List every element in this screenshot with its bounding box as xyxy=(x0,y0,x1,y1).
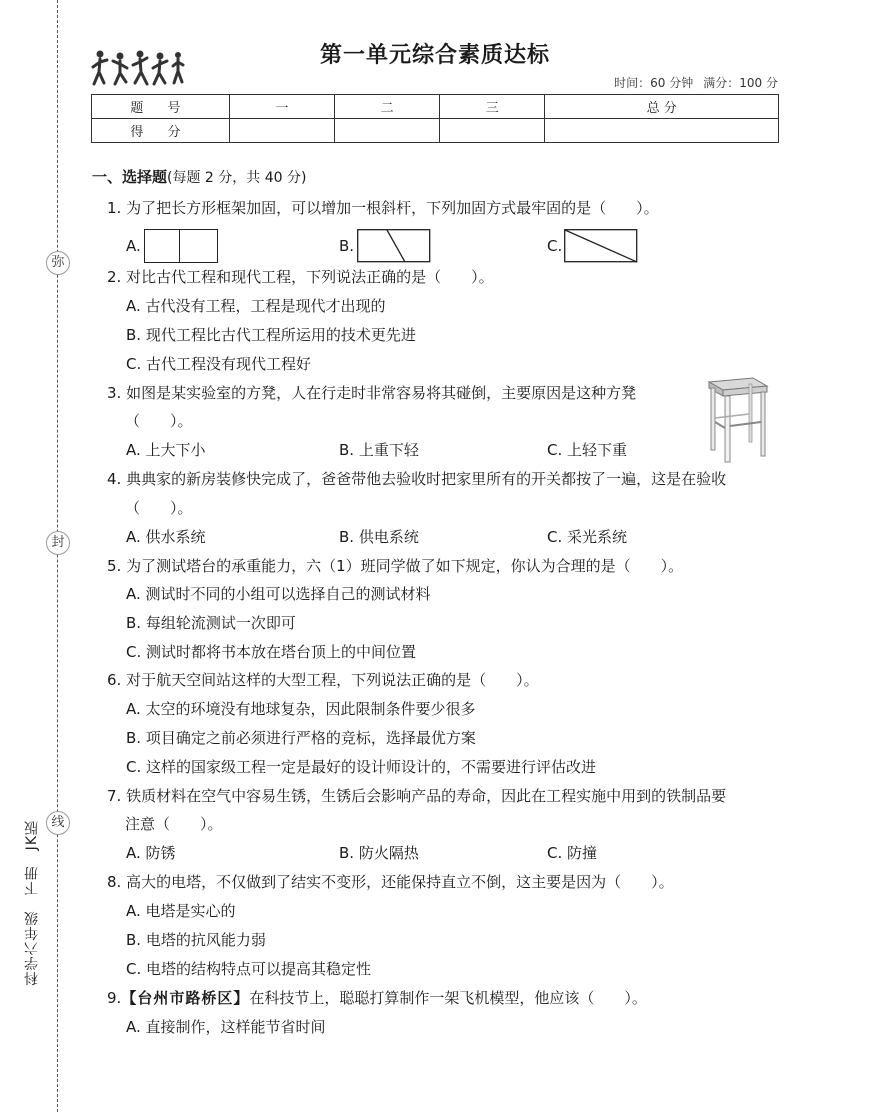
lab-stool-icon xyxy=(703,374,769,464)
q3-option-b[interactable]: B. 上重下轻 xyxy=(339,441,419,459)
q2-option-b[interactable]: B. 现代工程比古代工程所运用的技术更先进 xyxy=(126,326,416,344)
question-9-stem: 在科技节上，聪聪打算制作一架飞机模型，他应该（ ）。 xyxy=(249,989,647,1007)
full-score: 满分：100 分 xyxy=(703,76,778,90)
q1-option-b[interactable]: B. xyxy=(339,237,355,255)
question-8-stem: 8. 高大的电塔，不仅做到了结实不变形，还能保持直立不倒，这主要是因为（ ）。 xyxy=(107,873,674,891)
question-7-stem-cont: 注意（ ）。 xyxy=(125,815,223,833)
side-label: 科学六年级 下册 JK版 xyxy=(24,820,40,986)
question-9-number: 9. xyxy=(107,989,122,1007)
binding-mark-xian: 线 xyxy=(46,811,70,835)
question-9-stem-line xyxy=(107,987,647,1008)
q7-option-a[interactable]: A. 防锈 xyxy=(126,844,176,862)
score-cell[interactable] xyxy=(230,119,335,143)
q4-option-b[interactable]: B. 供电系统 xyxy=(339,528,419,546)
q4-option-c[interactable]: C. 采光系统 xyxy=(547,528,628,546)
score-table-header-row xyxy=(92,95,779,119)
question-2-stem: 2. 对比古代工程和现代工程，下列说法正确的是（ ）。 xyxy=(107,268,494,286)
question-6-stem: 6. 对于航天空间站这样的大型工程，下列说法正确的是（ ）。 xyxy=(107,671,539,689)
section-title: 一、选择题 xyxy=(92,168,168,186)
q7-option-c[interactable]: C. 防撞 xyxy=(547,844,598,862)
score-cell[interactable] xyxy=(440,119,545,143)
q1-rect-c-full-diagonal-icon xyxy=(564,229,638,263)
q9-option-a[interactable]: A. 直接制作，这样能节省时间 xyxy=(126,1018,326,1036)
question-4-stem: 4. 典典家的新房装修快完成了，爸爸带他去验收时把家里所有的开关都按了一遍，这是在验收 xyxy=(107,470,727,488)
score-header-cell: 三 xyxy=(440,95,545,119)
section-heading xyxy=(92,166,306,187)
time-limit: 时间：60 分钟 xyxy=(614,76,694,90)
page-title: 第一单元综合素质达标 xyxy=(319,43,550,68)
q4-option-a[interactable]: A. 供水系统 xyxy=(126,528,206,546)
q3-option-c[interactable]: C. 上轻下重 xyxy=(547,441,628,459)
q3-option-a[interactable]: A. 上大下小 xyxy=(126,441,206,459)
q6-option-a[interactable]: A. 太空的环境没有地球复杂，因此限制条件要少很多 xyxy=(126,700,476,718)
time-info xyxy=(614,74,778,91)
q1-option-a[interactable]: A. xyxy=(126,237,141,255)
q2-option-a[interactable]: A. 古代没有工程，工程是现代才出现的 xyxy=(126,297,386,315)
question-3-stem: 3. 如图是某实验室的方凳，人在行走时非常容易将其碰倒，主要原因是这种方凳 xyxy=(107,384,637,402)
score-header-cell: 题 号 xyxy=(92,95,230,119)
question-7-stem: 7. 铁质材料在空气中容易生锈，生锈后会影响产品的寿命，因此在工程实施中用到的铁制品要 xyxy=(107,787,727,805)
q8-option-b[interactable]: B. 电塔的抗风能力弱 xyxy=(126,931,266,949)
score-table-score-row xyxy=(92,119,779,143)
q7-option-b[interactable]: B. 防火隔热 xyxy=(339,844,419,862)
q6-option-c[interactable]: C. 这样的国家级工程一定是最好的设计师设计的，不需要进行评估改进 xyxy=(126,758,597,776)
q5-option-b[interactable]: B. 每组轮流测试一次即可 xyxy=(126,614,296,632)
score-table xyxy=(91,94,779,143)
question-4-stem-cont: （ ）。 xyxy=(125,499,193,517)
score-cell[interactable] xyxy=(545,119,779,143)
q1-rect-b-short-diagonal-icon xyxy=(357,229,431,263)
q5-option-c[interactable]: C. 测试时都将书本放在塔台顶上的中间位置 xyxy=(126,643,417,661)
q1-rect-a-vertical-brace-icon xyxy=(144,229,218,263)
section-note: (每题 2 分，共 40 分) xyxy=(167,170,307,186)
q2-option-c[interactable]: C. 古代工程没有现代工程好 xyxy=(126,355,312,373)
q6-option-b[interactable]: B. 项目确定之前必须进行严格的竞标，选择最优方案 xyxy=(126,729,476,747)
q1-option-c[interactable]: C. xyxy=(547,237,563,255)
binding-mark-feng: 封 xyxy=(46,531,70,555)
score-header-cell: 一 xyxy=(230,95,335,119)
score-cell[interactable] xyxy=(335,119,440,143)
score-row-label: 得 分 xyxy=(92,119,230,143)
binding-dashed-line xyxy=(57,0,58,1112)
region-tag: 【台州市路桥区】 xyxy=(121,989,250,1007)
question-3-stem-cont: （ ）。 xyxy=(125,412,193,430)
score-header-cell: 二 xyxy=(335,95,440,119)
q8-option-a[interactable]: A. 电塔是实心的 xyxy=(126,902,236,920)
question-5-stem: 5. 为了测试塔台的承重能力，六（1）班同学做了如下规定，你认为合理的是（ ）。 xyxy=(107,557,684,575)
question-1-stem: 1. 为了把长方形框架加固，可以增加一根斜杆，下列加固方式最牢固的是（ ）。 xyxy=(107,199,659,217)
q8-option-c[interactable]: C. 电塔的结构特点可以提高其稳定性 xyxy=(126,960,372,978)
score-header-cell: 总 分 xyxy=(545,95,779,119)
q5-option-a[interactable]: A. 测试时不同的小组可以选择自己的测试材料 xyxy=(126,585,431,603)
binding-mark-mi: 弥 xyxy=(46,251,70,275)
